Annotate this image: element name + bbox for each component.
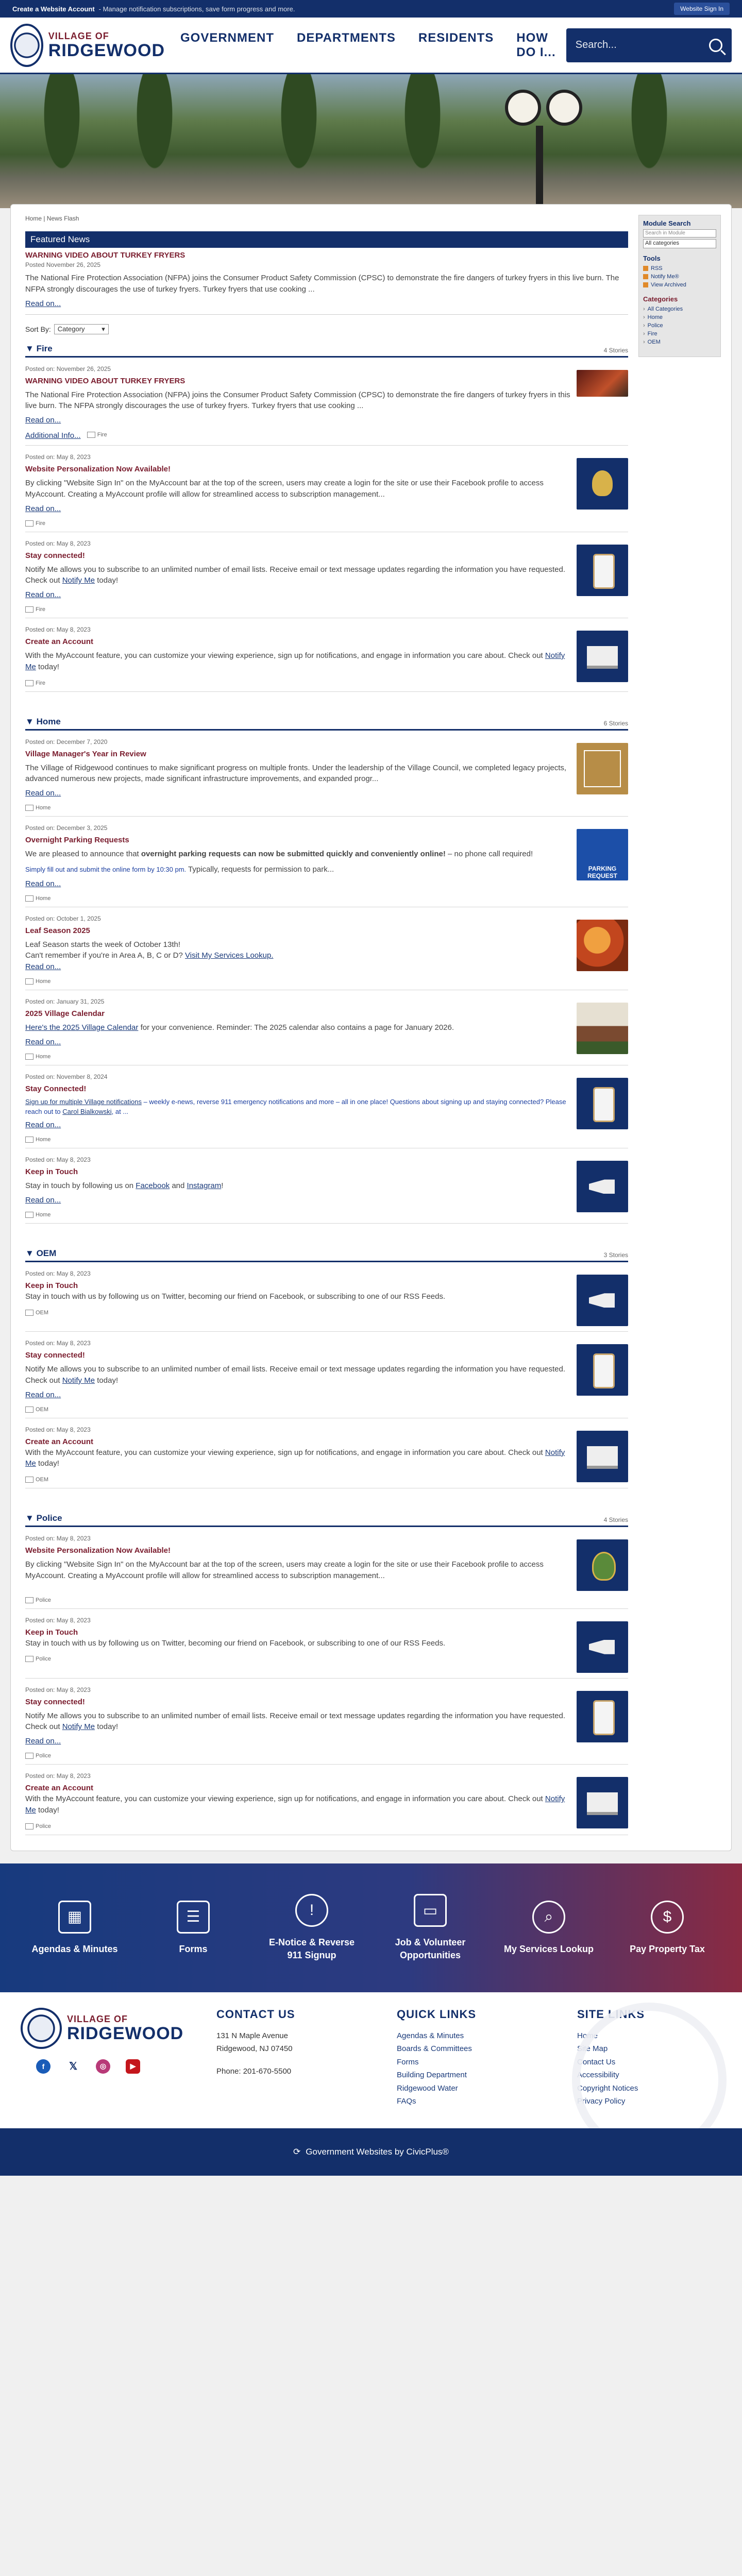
posted-date: Posted on: May 8, 2023 <box>25 626 91 633</box>
category-toggle: ▼ Fire <box>25 343 53 353</box>
notify-me-link[interactable]: Notify Me <box>62 576 95 585</box>
news-item <box>25 1148 628 1224</box>
category-toggle: ▼ OEM <box>25 1248 57 1259</box>
news-item <box>25 1418 628 1489</box>
posted-date: Posted on: May 8, 2023 <box>25 1616 91 1624</box>
news-item <box>25 1765 628 1835</box>
featured-title[interactable]: WARNING VIDEO ABOUT TURKEY FRYERS <box>25 251 185 260</box>
footer-logo[interactable]: VILLAGE OF RIDGEWOOD <box>21 2008 216 2049</box>
news-title[interactable]: WARNING VIDEO ABOUT TURKEY FRYERS <box>25 376 185 385</box>
featured-news-header: Featured News <box>25 231 628 248</box>
tools-title: Tools <box>643 255 661 262</box>
footer-link[interactable]: Forms <box>397 2057 419 2066</box>
triangle-down-icon: ▼ <box>25 716 37 726</box>
read-on-link[interactable]: Read on... <box>25 416 61 425</box>
quick-link-jobs[interactable]: ▭ Job & Volunteer Opportunities <box>379 1894 482 1961</box>
site-search[interactable] <box>566 28 732 62</box>
footer-link[interactable]: Ridgewood Water <box>397 2083 458 2093</box>
category-home <box>25 713 628 1224</box>
posted-date: Posted on: May 8, 2023 <box>25 1772 91 1780</box>
site-logo[interactable] <box>10 24 165 67</box>
notify-me-link[interactable]: Notify Me <box>62 1722 95 1732</box>
news-body: By clicking "Website Sign In" on the MyAccount bar at the top of the screen, users may create a login for the site or use their Facebook profile to access MyAccount. Creating a MyAccount profile will allow for streamlined access to subscription management... <box>25 1560 544 1580</box>
clock-image <box>505 90 541 126</box>
nav-how-do-i[interactable]: HOW DO I... <box>516 30 556 59</box>
alert-icon: ! <box>295 1894 328 1927</box>
posted-date: Posted on: December 7, 2020 <box>25 738 108 745</box>
footer-link[interactable]: Accessibility <box>577 2071 619 2080</box>
news-body: Notify Me allows you to subscribe to an unlimited number of email lists. Receive email or text message updates regarding the information you have requested. Check out Notify Me today! <box>25 1365 566 1385</box>
posted-date: Posted on: May 8, 2023 <box>25 1686 91 1693</box>
category-select[interactable]: All categories <box>643 239 716 248</box>
featured-news <box>25 231 628 315</box>
category-tag[interactable]: Home <box>25 1054 571 1060</box>
notify-me-link[interactable]: Notify Me <box>25 1794 565 1815</box>
category-tag[interactable]: Home <box>25 895 571 902</box>
posted-date: Posted on: May 8, 2023 <box>25 1535 91 1543</box>
posted-date: Posted on: November 8, 2024 <box>25 1073 108 1080</box>
news-item <box>25 907 628 991</box>
news-title[interactable]: Leaf Season 2025 <box>25 926 90 935</box>
logo-ridgewood: RIDGEWOOD <box>48 41 165 60</box>
posted-date: Posted on: December 3, 2025 <box>25 824 108 832</box>
read-on-link[interactable]: Read on... <box>25 1737 61 1746</box>
news-body: With the MyAccount feature, you can customize your viewing experience, sign up for notifications, and engage in information you care about. Check out Notify Me today! <box>25 1794 565 1815</box>
category-tag[interactable]: Fire <box>25 606 571 613</box>
triangle-down-icon: ▼ <box>25 343 37 353</box>
category-tag[interactable]: OEM <box>25 1406 571 1413</box>
phone-thumbnail[interactable] <box>577 1691 628 1742</box>
news-title[interactable]: Create an Account <box>25 637 93 646</box>
read-on-link[interactable]: Read on... <box>25 1121 61 1130</box>
sign-up-link[interactable]: Sign up for multiple Village notifications <box>25 1097 142 1106</box>
featured-read-on-link[interactable]: Read on... <box>25 299 61 308</box>
create-account-link[interactable]: Create a Website Account <box>12 5 95 13</box>
sidebar-cat-fire[interactable]: › Fire <box>643 330 716 338</box>
notify-me-link[interactable]: Notify Me <box>25 651 565 671</box>
news-body-line2: Can't remember if you're in Area A, B, C or D? Visit My Services Lookup. <box>25 951 274 960</box>
footer-link[interactable]: Boards & Committees <box>397 2044 472 2054</box>
hero-banner <box>0 74 742 208</box>
hand-icon: $ <box>651 1901 684 1934</box>
news-title[interactable]: Stay connected! <box>25 1697 85 1706</box>
news-item <box>25 358 628 446</box>
news-item <box>25 1527 628 1609</box>
read-on-link[interactable]: Read on... <box>25 962 61 971</box>
category-tag[interactable]: Home <box>25 1212 571 1218</box>
module-search-title: Module Search <box>643 219 691 227</box>
news-title[interactable]: Create an Account <box>25 1784 93 1793</box>
sort-label: Sort By: <box>25 325 51 333</box>
category-tag[interactable]: Police <box>25 1597 571 1603</box>
news-title[interactable]: Create an Account <box>25 1437 93 1446</box>
quick-link-services[interactable]: ⌕ My Services Lookup <box>497 1901 600 1955</box>
news-body: With the MyAccount feature, you can customize your viewing experience, sign up for notifications, and engage in information you care about. Check out Notify Me today! <box>25 651 565 671</box>
read-on-link[interactable]: Read on... <box>25 1390 61 1399</box>
megaphone-thumbnail[interactable] <box>577 1621 628 1673</box>
main-nav <box>180 31 566 60</box>
x-icon[interactable]: 𝕏 <box>66 2059 80 2074</box>
category-tag[interactable]: Police <box>25 1656 571 1662</box>
site-footer <box>0 1992 742 2128</box>
contact-title: CONTACT US <box>216 2007 295 2021</box>
news-body: Stay in touch with us by following us on Twitter, becoming our friend on Facebook, or subscribing to one of our RSS Feeds. <box>25 1638 446 1648</box>
posted-date: Posted on: November 26, 2025 <box>25 365 111 372</box>
quick-link-agendas[interactable]: ▦ Agendas & Minutes <box>23 1901 126 1955</box>
view-archived-link[interactable]: View Archived <box>643 281 716 289</box>
news-item <box>25 532 628 619</box>
footer-contact <box>216 2008 397 2113</box>
news-item <box>25 1332 628 1418</box>
phone-thumbnail[interactable] <box>577 545 628 596</box>
posted-date: Posted on: May 8, 2023 <box>25 1156 91 1164</box>
news-body: By clicking "Website Sign In" on the MyAccount bar at the top of the screen, users may create a login for the site or use their Facebook profile to access MyAccount. Creating a MyAccount profile will allow for streamlined access to subscription management... <box>25 479 544 499</box>
news-body: We are pleased to announce that overnight parking requests can now be submitted quickly and conveniently online! – no phone call required! <box>25 850 533 858</box>
instagram-link[interactable]: Instagram <box>187 1181 222 1191</box>
leaf-thumbnail[interactable] <box>577 920 628 971</box>
phone-thumbnail[interactable] <box>577 1344 628 1396</box>
notify-me-link[interactable]: Notify Me <box>25 1448 565 1468</box>
search-icon: ⌕ <box>532 1901 565 1934</box>
parking-request-thumbnail[interactable]: PARKING REQUEST <box>577 829 628 880</box>
facebook-link[interactable]: Facebook <box>136 1181 170 1191</box>
footer-link[interactable]: Privacy Policy <box>577 2097 626 2106</box>
civicplus-bar <box>0 2128 742 2176</box>
village-seal-icon <box>21 2008 62 2049</box>
category-tag[interactable]: Fire <box>87 432 107 438</box>
news-item <box>25 1065 628 1149</box>
featured-body: The National Fire Protection Association (NFPA) joins the Consumer Product Safety Commission (CPSC) to demonstrate the fire dangers of turkey fryers in this live burn. The NFPA strongly discourages the use of turkey fryers. Turkey fryers that use cooking ... <box>25 274 619 294</box>
main-content <box>21 215 628 1835</box>
sign-in-button[interactable]: Website Sign In <box>674 3 730 15</box>
news-title[interactable]: Stay connected! <box>25 1351 85 1360</box>
calendar-icon: ▦ <box>58 1901 91 1934</box>
news-title[interactable]: Overnight Parking Requests <box>25 836 129 844</box>
posted-date: Posted on: May 8, 2023 <box>25 1340 91 1347</box>
nav-residents[interactable]: RESIDENTS <box>418 30 494 45</box>
sort-select[interactable]: Category ▾ <box>54 324 109 334</box>
news-item <box>25 731 628 817</box>
news-item <box>25 446 628 532</box>
form-icon: ☰ <box>177 1901 210 1934</box>
category-tag[interactable]: Home <box>25 978 571 985</box>
phone-number: Phone: 201-670-5500 <box>216 2066 292 2076</box>
sidebar-cat-all[interactable]: › All Categories <box>643 305 716 313</box>
story-count: 6 Stories <box>603 719 628 727</box>
account-bar <box>0 0 742 18</box>
breadcrumb[interactable]: Home | News Flash <box>25 215 79 222</box>
module-search-box <box>638 215 721 357</box>
news-title[interactable]: Stay Connected! <box>25 1084 87 1093</box>
story-count: 4 Stories <box>603 346 628 354</box>
laptop-thumbnail[interactable] <box>577 1431 628 1482</box>
footer-link[interactable]: Copyright Notices <box>577 2083 638 2093</box>
laptop-thumbnail[interactable] <box>577 631 628 682</box>
posted-date: Posted on: October 1, 2025 <box>25 914 101 922</box>
news-title[interactable]: Keep in Touch <box>25 1628 78 1637</box>
rss-link[interactable]: RSS <box>643 264 716 273</box>
site-header <box>0 18 742 74</box>
quick-link-tax[interactable]: $ Pay Property Tax <box>616 1901 719 1955</box>
featured-posted: Posted November 26, 2025 <box>25 261 101 268</box>
additional-info-link[interactable]: Additional Info... <box>25 431 81 440</box>
notify-me-link[interactable]: Notify Me® <box>643 273 716 281</box>
calendar-link[interactable]: Here's the 2025 Village Calendar <box>25 1023 139 1032</box>
civicplus-icon: ⟳ <box>293 2146 301 2157</box>
category-tag[interactable]: Police <box>25 1823 571 1829</box>
year-in-review-thumbnail[interactable] <box>577 743 628 794</box>
calendar-thumbnail[interactable] <box>577 1003 628 1054</box>
logo-village-of: VILLAGE OF <box>48 31 109 41</box>
news-item <box>25 618 628 692</box>
news-body: Here's the 2025 Village Calendar for your convenience. Reminder: The 2025 calendar also contains a page for January 2026. <box>25 1023 454 1032</box>
module-search-input[interactable]: Search in Module <box>643 229 716 238</box>
sidebar-cat-police[interactable]: › Police <box>643 321 716 330</box>
notify-me-link[interactable]: Notify Me <box>62 1376 95 1385</box>
news-body: The National Fire Protection Association (NFPA) joins the Consumer Product Safety Commission (CPSC) to demonstrate the fire dangers of turkey fryers in this live burn. The NFPA strongly discourages the use of turkey fryers. Turkey fryers that use cooking ... <box>25 390 570 411</box>
search-input[interactable]: Search... <box>575 39 617 50</box>
triangle-down-icon: ▼ <box>25 1248 37 1259</box>
youtube-icon[interactable]: ▶ <box>126 2059 140 2074</box>
category-toggle: ▼ Home <box>25 716 61 726</box>
read-on-link[interactable]: Read on... <box>25 789 61 798</box>
news-item <box>25 990 628 1065</box>
nav-departments[interactable]: DEPARTMENTS <box>297 30 396 45</box>
police-badge-thumbnail[interactable] <box>577 1539 628 1591</box>
footer-link[interactable]: Home <box>577 2031 598 2040</box>
news-body: Stay in touch by following us on Facebook and Instagram! <box>25 1181 224 1191</box>
news-body: Leaf Season starts the week of October 13th! <box>25 940 181 949</box>
read-on-link[interactable]: Read on... <box>25 879 61 888</box>
read-on-link[interactable]: Read on... <box>25 1037 61 1046</box>
category-fire <box>25 340 628 692</box>
news-item <box>25 817 628 907</box>
quick-links-bar <box>0 1863 742 1992</box>
laptop-thumbnail[interactable] <box>577 1777 628 1828</box>
sidebar-cat-home[interactable]: › Home <box>643 313 716 321</box>
news-body: With the MyAccount feature, you can customize your viewing experience, sign up for notifications, and engage in information you care about. Check out Notify Me today! <box>25 1448 565 1468</box>
category-tag[interactable]: Fire <box>25 520 571 527</box>
sidebar <box>638 215 721 1835</box>
news-body-line2: Simply fill out and submit the online form by 10:30 pm. Typically, requests for permission to park... <box>25 865 334 874</box>
news-body: Notify Me allows you to subscribe to an unlimited number of email lists. Receive email or text message updates regarding the information you have requested. Check out Notify Me today! <box>25 565 566 585</box>
category-tag[interactable]: Home <box>25 1137 571 1143</box>
category-tag[interactable]: OEM <box>25 1477 571 1483</box>
contact-link[interactable]: Carol Bialkowski <box>62 1107 112 1115</box>
posted-date: Posted on: January 31, 2025 <box>25 998 105 1005</box>
footer-link[interactable]: Building Department <box>397 2071 467 2080</box>
news-title[interactable]: Village Manager's Year in Review <box>25 749 146 758</box>
chevron-down-icon: ▾ <box>102 325 105 333</box>
news-title[interactable]: Stay connected! <box>25 551 85 560</box>
news-body: Sign up for multiple Village notifications – weekly e-news, reverse 911 emergency notifications and more – all in one place! Questions about signing up and staying connected? Please reach out to Carol Bialkowski, at ... <box>25 1097 566 1115</box>
category-tag[interactable]: Police <box>25 1753 571 1759</box>
categories-title: Categories <box>643 295 678 303</box>
news-item <box>25 1609 628 1679</box>
news-body: The Village of Ridgewood continues to make significant progress on multiple fronts. Under the leadership of the Village Council, we completed legacy projects, advanced numerous new projects, made significant infrastructure improvements, and expanded progr... <box>25 763 567 784</box>
read-on-link[interactable]: Read on... <box>25 504 61 513</box>
category-tag[interactable]: Home <box>25 805 571 811</box>
sort-control <box>25 324 628 334</box>
category-tag[interactable]: OEM <box>25 1310 571 1316</box>
footer-link[interactable]: Agendas & Minutes <box>397 2031 464 2040</box>
address-line1: 131 N Maple Avenue <box>216 2031 288 2040</box>
news-title[interactable]: Website Personalization Now Available! <box>25 465 171 473</box>
news-title[interactable]: Website Personalization Now Available! <box>25 1546 171 1555</box>
news-title[interactable]: 2025 Village Calendar <box>25 1009 105 1018</box>
megaphone-thumbnail[interactable] <box>577 1275 628 1326</box>
news-body: Notify Me allows you to subscribe to an unlimited number of email lists. Receive email or text message updates regarding the information you have requested. Check out Notify Me today! <box>25 1711 566 1732</box>
read-on-link[interactable]: Read on... <box>25 590 61 599</box>
social-links <box>36 2059 216 2074</box>
story-count: 3 Stories <box>603 1251 628 1259</box>
triangle-down-icon: ▼ <box>25 1513 37 1523</box>
story-count: 4 Stories <box>603 1516 628 1524</box>
posted-date: Posted on: May 8, 2023 <box>25 539 91 547</box>
category-police <box>25 1509 628 1835</box>
news-item <box>25 1262 628 1332</box>
footer-link[interactable]: FAQs <box>397 2097 416 2106</box>
quick-link-forms[interactable]: ☰ Forms <box>142 1901 245 1955</box>
footer-link[interactable]: Contact Us <box>577 2057 616 2066</box>
category-oem <box>25 1244 628 1488</box>
read-on-link[interactable]: Read on... <box>25 1196 61 1205</box>
village-seal-icon <box>10 24 43 67</box>
quick-links-title: QUICK LINKS <box>397 2007 476 2021</box>
posted-date: Posted on: May 8, 2023 <box>25 1270 91 1278</box>
category-tag[interactable]: Fire <box>25 680 571 686</box>
footer-link[interactable]: Site Map <box>577 2044 608 2054</box>
address-line2: Ridgewood, NJ 07450 <box>216 2044 293 2054</box>
category-toggle: ▼ Police <box>25 1513 62 1523</box>
megaphone-thumbnail[interactable] <box>577 1161 628 1212</box>
turkey-fryer-thumbnail[interactable] <box>577 370 628 397</box>
nav-government[interactable]: GOVERNMENT <box>180 30 275 45</box>
posted-date: Posted on: May 8, 2023 <box>25 453 91 461</box>
news-item <box>25 1679 628 1765</box>
briefcase-icon: ▭ <box>414 1894 447 1927</box>
posted-date: Posted on: May 8, 2023 <box>25 1426 91 1433</box>
news-title[interactable]: Keep in Touch <box>25 1167 78 1177</box>
quick-link-enotice[interactable]: ! E-Notice & Reverse 911 Signup <box>260 1894 363 1961</box>
sidebar-cat-oem[interactable]: › OEM <box>643 338 716 346</box>
footer-quick-links <box>397 2008 577 2113</box>
news-title[interactable]: Keep in Touch <box>25 1281 78 1291</box>
badge-thumbnail[interactable] <box>577 458 628 510</box>
content-card <box>10 204 732 1851</box>
create-account-description: - Manage notification subscriptions, save form progress and more. <box>98 5 295 13</box>
search-icon[interactable] <box>709 39 722 52</box>
news-body: Stay in touch with us by following us on Twitter, becoming our friend on Facebook, or subscribing to one of our RSS Feeds. <box>25 1292 446 1301</box>
instagram-icon[interactable]: ◎ <box>96 2059 110 2074</box>
facebook-icon[interactable]: f <box>36 2059 50 2074</box>
civicplus-link[interactable]: Government Websites by CivicPlus® <box>306 2146 449 2157</box>
site-links-title: SITE LINKS <box>577 2007 645 2021</box>
phone-thumbnail[interactable] <box>577 1078 628 1129</box>
my-services-lookup-link[interactable]: Visit My Services Lookup. <box>185 951 274 960</box>
